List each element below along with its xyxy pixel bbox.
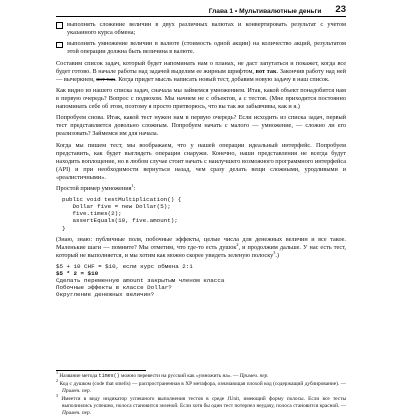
page-body xyxy=(56,17,346,298)
footnote-divider xyxy=(56,370,146,371)
paragraph-example-intro: Простой пример умножения$^1$: xyxy=(56,182,136,192)
paragraph: Как видно из нашего списка задач, сначала мы займемся умножением. Итак, какой объект понадобится нам в первую очередь? Вопрос с подвохом. Мы начнем не с объектов, а с тестов. (Мне приходится постоянно напоминать себе об этом, поэтому я просто притворюсь, что вы так же забывчивы, как и я.) xyxy=(56,86,346,110)
code-listing: public void testMultiplication() { Dollar five = new Dollar(5); five.times(2); assertEquals(10, five.amount); } xyxy=(62,196,182,232)
footnote xyxy=(56,378,346,395)
checkbox-bullet-icon xyxy=(56,22,63,29)
text: . Закончив работу над ней — вычеркнем, xyxy=(56,67,346,83)
text: (Знаю, знаю: публичные поля, побочные эффекты, целые числа для денежных величин и все такое. Маленькие шаги — помните? Мы отметим, что где-то есть душок xyxy=(56,235,346,251)
text: Имеется в виду индикатор успешного выполнения тестов в среде JUnit, имеющий форму полосы. Если все тесты выполнились успешно, полоса становится зеленой. Если хотя бы один тест потерпел неудачу, полоса становится красной. — xyxy=(61,396,346,409)
footnote-ref: 1 xyxy=(131,182,134,188)
translator-note: Примеч. пер. xyxy=(62,388,91,394)
running-header xyxy=(56,0,346,17)
todo-item: Сделать переменную amount закрытым членом класса xyxy=(56,277,225,285)
text: можно перевести на русский как «умножить на». — xyxy=(119,373,240,379)
footnotes xyxy=(56,370,346,418)
todo-list xyxy=(56,263,346,298)
inline-code: times() xyxy=(98,373,120,379)
checkbox-bullet-icon xyxy=(56,42,63,49)
todo-item: $5 + 10 CHF = $10, если курс обмена 2:1 xyxy=(56,263,193,270)
footnote-number: 2 xyxy=(56,378,59,384)
paragraph: Попробуем снова. Итак, какой тест нужен нам в первую очередь? Если исходить из списка задач, первый тест представляется довольно сложным. Попробуем начать с малого — умножение, — сложно ли его реализовать? Займемся им для начала. xyxy=(56,114,346,138)
translator-note: Примеч. пер. xyxy=(62,409,91,416)
text: Составим список задач, который будет напоминать нам о планах, не даст запутаться и покажет, когда все будет готово. В начале работы над задачей выделим ее жирным шрифтом, xyxy=(56,59,346,75)
text: .) xyxy=(275,251,280,259)
bullet-item xyxy=(56,21,346,37)
strikethrough-example: вот так xyxy=(96,75,116,83)
paragraph xyxy=(56,236,346,260)
paragraph-todo-list xyxy=(56,60,346,84)
footnote-number: 1 xyxy=(56,370,59,376)
footnote-ref: 3 xyxy=(273,249,276,255)
bullet-text: выполнять сложение величин в двух различных валютах и конвертировать результат с учетом указанного курса обмена; xyxy=(67,21,346,37)
text: , и продолжим дальше. У нас есть тест, который не выполняется, и мы хотим как можно скорее увидеть зеленую полоску xyxy=(56,243,346,259)
translator-note: Примеч. пер. xyxy=(239,373,269,379)
text: . Когда придет мысль написать новый тест, добавим новую задачу в наш список. xyxy=(115,75,330,83)
text: Простой пример умножения xyxy=(56,184,132,192)
todo-item-active: $5 * 2 = $10 xyxy=(56,270,99,278)
footnote xyxy=(56,393,346,417)
bullet-text: выполнять умножение величин в валюте (стоимость одной акции) на количество акций, результатом этой операции должна быть величина в валюте. xyxy=(67,40,346,56)
todo-item: Округление денежных величин? xyxy=(56,291,155,299)
text: Название метода xyxy=(59,373,99,379)
page-number: 23 xyxy=(335,4,346,15)
book-page xyxy=(56,0,346,420)
footnote-ref: 2 xyxy=(236,241,239,247)
bullet-item xyxy=(56,40,346,56)
bold-example: вот так xyxy=(255,67,277,75)
text: Код с душком (code that smells) — распространенная в XP метафора, означающая плохой код (содержащий дублирование). — xyxy=(59,381,346,388)
chapter-title: Глава 1 • Мультивалютные деньги xyxy=(208,8,322,15)
paragraph: Когда мы пишем тест, мы воображаем, что у нашей операции идеальный интерфейс. Попробуем представить, как будет выглядеть операция снаружи. Конечно, наши представления не всегда будут находить воплощение, но в любом случае стоит начать с наилучшего возможного программного интерфейса (API) и при необходимости вернуться назад, чем сразу делать вещи сложными, уродливыми и «реалистичными». xyxy=(56,141,346,181)
footnote xyxy=(56,370,346,380)
footnote-number: 3 xyxy=(56,393,59,399)
todo-item: Побочные эффекты в классе Dollar? xyxy=(56,284,172,292)
